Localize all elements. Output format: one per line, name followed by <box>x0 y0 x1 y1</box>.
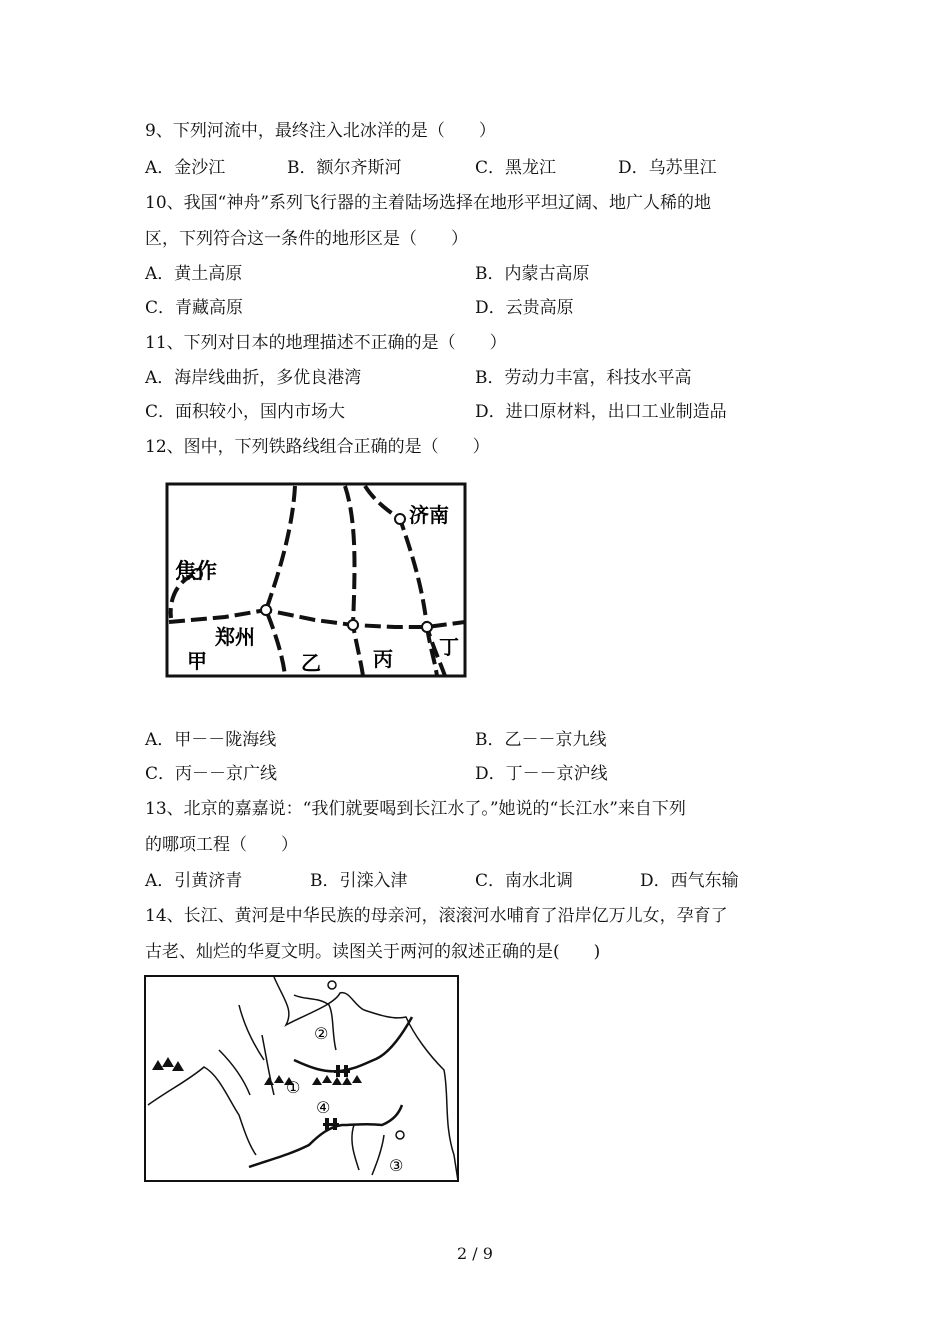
q14-stem-line1: 14、长江、黄河是中华民族的母亲河，滚滚河水哺育了沿岸亿万儿女，孕育了 <box>145 906 728 926</box>
q13-option-d: D．西气东输 <box>640 871 739 891</box>
label-marker-2: ② <box>314 1024 329 1043</box>
q12-stem: 12、图中，下列铁路线组合正确的是（ ） <box>145 437 490 457</box>
q13-stem-line1: 13、北京的嘉嘉说：“我们就要喝到长江水了。”她说的“长江水”来自下列 <box>145 799 686 819</box>
q9-option-d: D．乌苏里江 <box>618 158 717 178</box>
river-map-frame <box>145 976 458 1181</box>
q10-stem-line2: 区，下列符合这一条件的地形区是（ ） <box>145 229 468 249</box>
q9-stem: 9、下列河流中，最终注入北冰洋的是（ ） <box>145 121 496 141</box>
q12-option-c: C．丙－－京广线 <box>145 764 278 784</box>
q9-option-c: C．黑龙江 <box>475 158 557 178</box>
railway-ns-left <box>266 486 295 676</box>
railway-ns-middle <box>345 486 363 676</box>
q13-option-b: B．引滦入津 <box>310 871 408 891</box>
q13-option-a: A．引黄济青 <box>145 871 243 891</box>
label-jinan: 济南 <box>409 503 449 527</box>
label-marker-3: ③ <box>389 1156 404 1175</box>
label-bing: 丙 <box>373 647 393 671</box>
q14-stem-line2: 古老、灿烂的华夏文明。读图关于两河的叙述正确的是( ) <box>145 942 601 962</box>
station-zhengzhou-icon <box>261 605 271 615</box>
railway-ew-main <box>169 610 465 627</box>
page-number: 2 / 9 <box>457 1244 493 1263</box>
q9-option-b: B．额尔齐斯河 <box>287 158 402 178</box>
q11-option-a: A．海岸线曲折，多优良港湾 <box>145 368 362 388</box>
q10-stem-line1: 10、我国“神舟”系列飞行器的主着陆场选择在地形平坦辽阔、地广人稀的地 <box>145 193 712 213</box>
city-east-icon <box>396 1131 404 1139</box>
q9-option-a: A．金沙江 <box>145 158 226 178</box>
tributary-2 <box>262 1035 274 1095</box>
q11-option-b: B．劳动力丰富，科技水平高 <box>475 368 692 388</box>
station-bing-icon <box>348 620 358 630</box>
city-north-icon <box>328 981 336 989</box>
label-zhengzhou: 郑州 <box>215 625 255 649</box>
tributary-4 <box>352 1125 359 1170</box>
label-jiaozuo: 焦作 <box>175 559 217 583</box>
railway-map-figure <box>165 482 467 678</box>
coastline <box>274 977 458 1181</box>
q10-option-a: A．黄土高原 <box>145 264 243 284</box>
q13-option-c: C．南水北调 <box>475 871 574 891</box>
station-jinan-icon <box>395 514 405 524</box>
label-marker-4: ④ <box>316 1098 331 1117</box>
label-jia: 甲 <box>187 649 207 673</box>
station-ding-icon <box>422 622 432 632</box>
q12-option-d: D．丁－－京沪线 <box>475 764 608 784</box>
river-map-figure <box>144 975 459 1182</box>
label-yi: 乙 <box>301 651 321 675</box>
west-boundary <box>148 1067 256 1155</box>
q11-option-d: D．进口原材料，出口工业制造品 <box>475 402 727 422</box>
q12-option-b: B．乙－－京九线 <box>475 730 607 750</box>
q10-option-b: B．内蒙古高原 <box>475 264 590 284</box>
q12-option-a: A．甲－－陇海线 <box>145 730 277 750</box>
label-marker-1: ① <box>286 1078 301 1097</box>
q11-stem: 11、下列对日本的地理描述不正确的是（ ） <box>145 333 507 353</box>
q11-option-c: C．面积较小，国内市场大 <box>145 402 346 422</box>
tributary-1 <box>239 1005 264 1060</box>
q10-option-c: C．青藏高原 <box>145 298 244 318</box>
q13-stem-line2: 的哪项工程（ ） <box>145 835 298 855</box>
tributary-5 <box>372 1135 384 1175</box>
label-ding: 丁 <box>439 635 459 659</box>
q10-option-d: D．云贵高原 <box>475 298 574 318</box>
yellow-river-line <box>294 1017 412 1071</box>
